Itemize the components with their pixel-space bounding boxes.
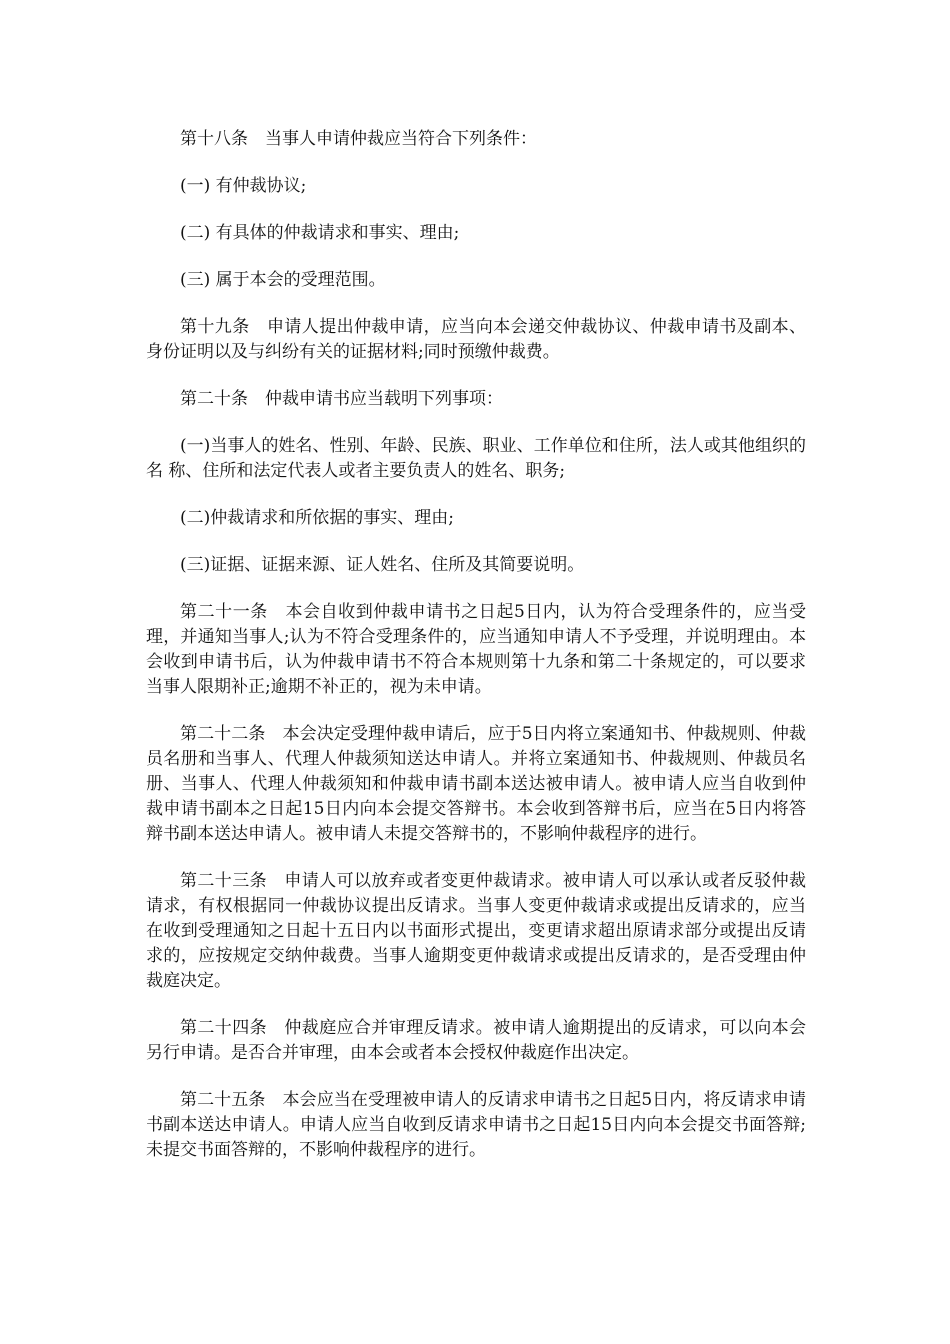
article-18-item-3: (三) 属于本会的受理范围。 [180, 270, 386, 290]
article-23: 第二十三条 申请人可以放弃或者变更仲裁请求。被申请人可以承认或者反驳仲裁请求，有权根据同一仲裁协议提出反请求。当事人变更仲裁请求或提出反请求的，应当在收到受理通知之日起十五日内以书面形式提出，变更请求超出原请求部分或提出反请求的，应按规定交纳仲裁费。当事人逾期变更仲裁请求或提出反请求的，是否受理由仲裁庭决定。 [146, 871, 806, 991]
article-24: 第二十四条 仲裁庭应合并审理反请求。被申请人逾期提出的反请求，可以向本会另行申请。是否合并审理，由本会或者本会授权仲裁庭作出决定。 [146, 1018, 806, 1063]
article-22: 第二十二条 本会决定受理仲裁申请后，应于5日内将立案通知书、仲裁规则、仲裁员名册和当事人、代理人仲裁须知送达申请人。并将立案通知书、仲裁规则、仲裁员名册、当事人、代理人仲裁须知和仲裁申请书副本送达被申请人。被申请人应当自收到仲裁申请书副本之日起15日内向本会提交答辩书。本会收到答辩书后，应当在5日内将答辩书副本送达申请人。被申请人未提交答辩书的，不影响仲裁程序的进行。 [146, 724, 806, 844]
article-20-heading: 第二十条 仲裁申请书应当载明下列事项： [180, 389, 503, 409]
article-20-item-2: (二)仲裁请求和所依据的事实、理由; [180, 508, 454, 528]
article-25: 第二十五条 本会应当在受理被申请人的反请求申请书之日起5日内，将反请求申请书副本送达申请人。申请人应当自收到反请求申请书之日起15日内向本会提交书面答辩;未提交书面答辩的，不影响仲裁程序的进行。 [146, 1090, 806, 1160]
article-18-heading: 第十八条 当事人申请仲裁应当符合下列条件： [180, 129, 537, 149]
document-body [146, 127, 806, 1185]
article-20-item-1: (一)当事人的姓名、性别、年龄、民族、职业、工作单位和住所，法人或其他组织的名 称、住所和法定代表人或者主要负责人的姓名、职务; [146, 436, 806, 481]
article-18-item-1: (一) 有仲裁协议; [180, 176, 307, 196]
article-21: 第二十一条 本会自收到仲裁申请书之日起5日内，认为符合受理条件的，应当受理，并通知当事人;认为不符合受理条件的，应当通知申请人不予受理，并说明理由。本会收到申请书后，认为仲裁申请书不符合本规则第十九条和第二十条规定的，可以要求当事人限期补正;逾期不补正的，视为未申请。 [146, 602, 806, 697]
article-20-item-3: (三)证据、证据来源、证人姓名、住所及其简要说明。 [180, 555, 585, 575]
article-19: 第十九条 申请人提出仲裁申请，应当向本会递交仲裁协议、仲裁申请书及副本、身份证明以及与纠纷有关的证据材料;同时预缴仲裁费。 [146, 317, 806, 362]
article-18-item-2: (二) 有具体的仲裁请求和事实、理由; [180, 223, 460, 243]
